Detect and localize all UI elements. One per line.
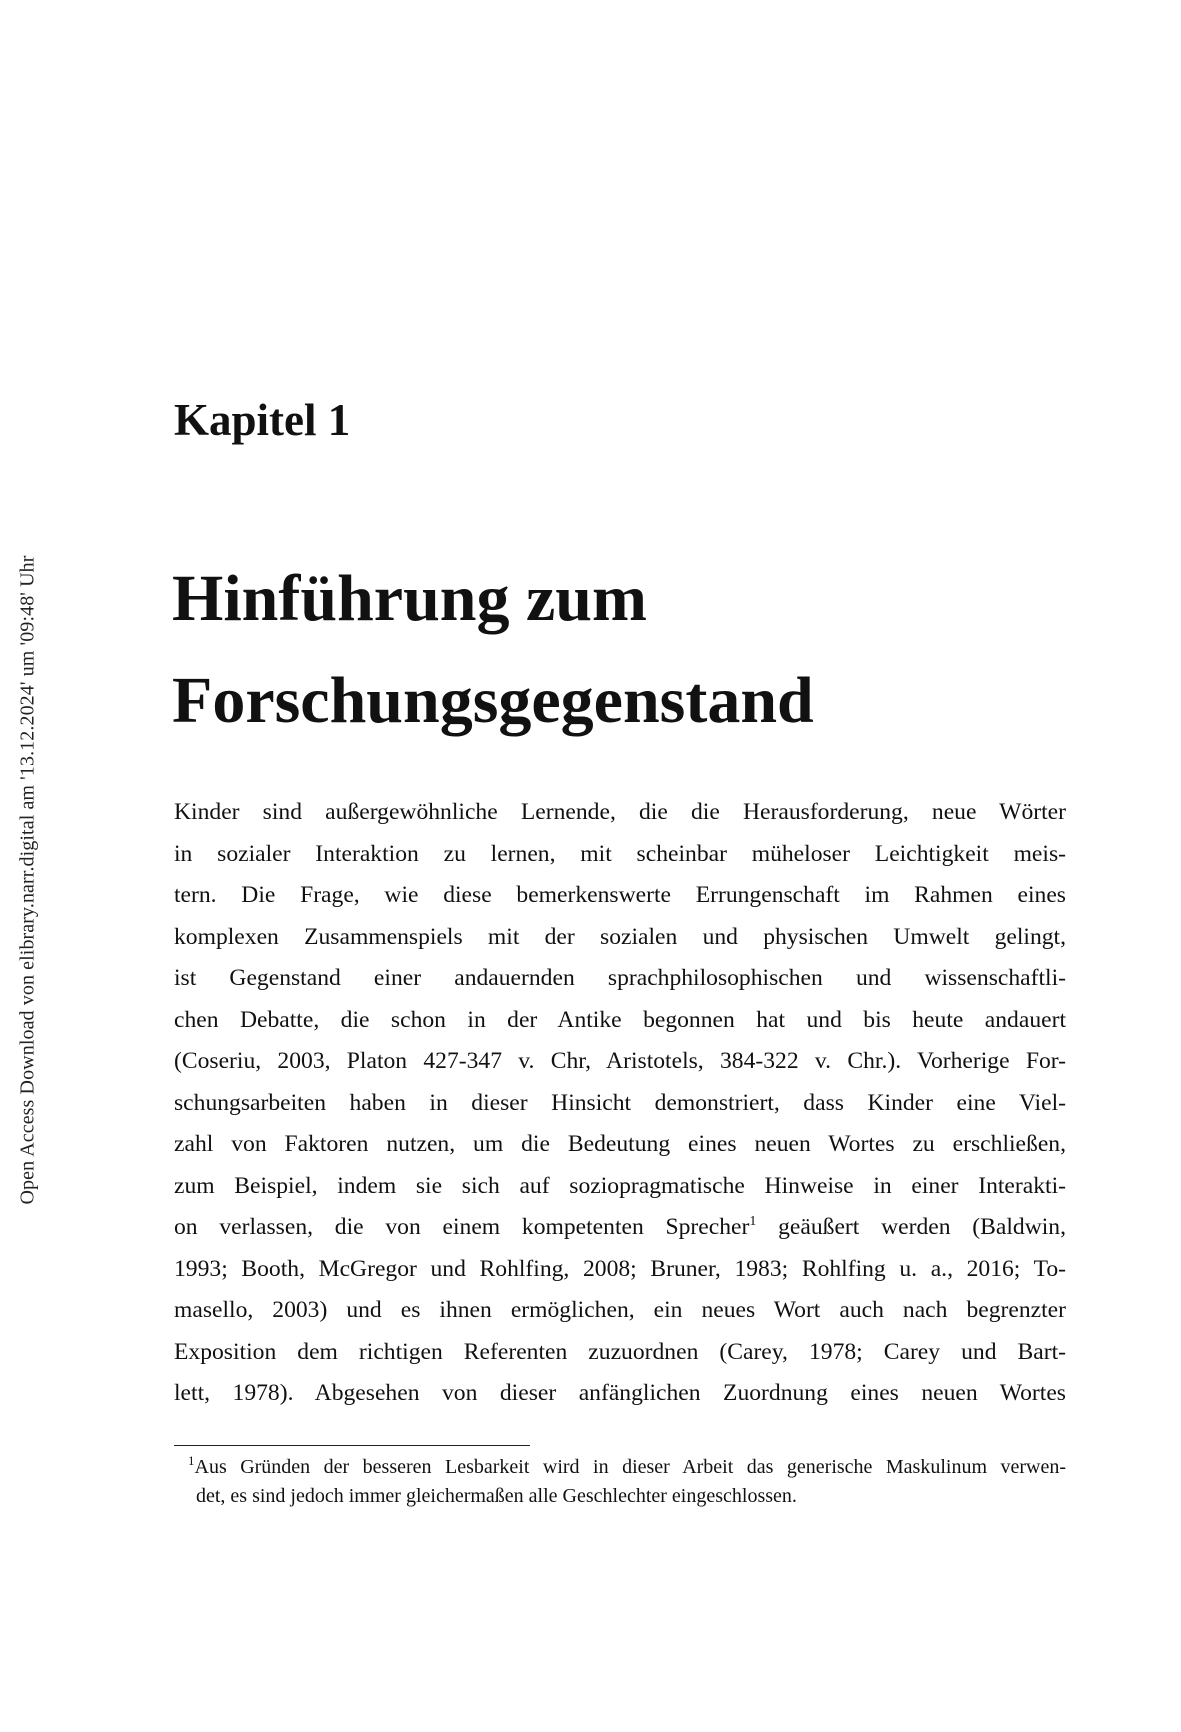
footnote-divider xyxy=(174,1445,530,1446)
body-line: zum Beispiel, indem sie sich auf soziopragmatische Hinweise in einer Interakti- xyxy=(174,1172,1066,1199)
body-line: zahl von Faktoren nutzen, um die Bedeutung eines neuen Wortes zu erschließen, xyxy=(174,1131,1066,1157)
chapter-title xyxy=(172,548,1072,752)
body-line: chen Debatte, die schon in der Antike begonnen hat und bis heute andauert xyxy=(174,1006,1066,1033)
chapter-title-line-2: Forschungsgegenstand xyxy=(172,664,814,737)
footnote-line-1 xyxy=(174,1453,1066,1482)
body-line: (Coseriu, 2003, Platon 427-347 v. Chr, Aristotels, 384-322 v. Chr.). Vorherige For- xyxy=(174,1048,1066,1074)
body-line: tern. Die Frage, wie diese bemerkenswerte Errungenschaft im Rahmen eines xyxy=(174,882,1066,908)
body-line: schungsarbeiten haben in dieser Hinsicht demonstriert, dass Kinder eine Viel- xyxy=(174,1089,1066,1116)
footnote-mark: 1 xyxy=(188,1453,195,1469)
body-line: masello, 2003) und es ihnen ermöglichen, ein neues Wort auch nach begrenzter xyxy=(174,1297,1066,1323)
body-line-last: lett, 1978). Abgesehen von dieser anfänglichen Zuordnung eines neuen Wortes xyxy=(174,1380,1066,1406)
body-line: komplexen Zusammenspiels mit der sozialen und physischen Umwelt gelingt, xyxy=(174,923,1066,950)
download-watermark: Open Access Download von elibrary.narr.digital am '13.12.2024' um '09:48' Uhr xyxy=(16,555,39,1205)
footnote-text: Aus Gründen der besseren Lesbarkeit wird in dieser Arbeit das generische Maskulinum verwen- xyxy=(194,1456,1066,1478)
body-line-with-footnote xyxy=(174,1207,1066,1249)
body-paragraph xyxy=(174,792,1066,1415)
footnote xyxy=(174,1453,1066,1510)
body-line: 1993; Booth, McGregor und Rohlfing, 2008; Bruner, 1983; Rohlfing u. a., 2016; To- xyxy=(174,1255,1066,1282)
footnote-line-2: det, es sind jedoch immer gleichermaßen alle Geschlechter eingeschlossen. xyxy=(196,1484,797,1507)
body-text-segment: on verlassen, die von einem kompetenten Sprecher xyxy=(174,1214,750,1240)
body-text-segment: geäußert werden (Baldwin, xyxy=(756,1214,1066,1240)
footnote-reference[interactable]: 1 xyxy=(749,1214,757,1230)
chapter-title-line-1: Hinführung zum xyxy=(172,562,647,635)
body-line: ist Gegenstand einer andauernden sprachphilosophischen und wissenschaftli- xyxy=(174,965,1066,991)
body-line: Kinder sind außergewöhnliche Lernende, die die Herausforderung, neue Wörter xyxy=(174,799,1066,825)
body-line: in sozialer Interaktion zu lernen, mit scheinbar müheloser Leichtigkeit meis- xyxy=(174,840,1066,867)
body-line: Exposition dem richtigen Referenten zuzuordnen (Carey, 1978; Carey und Bart- xyxy=(174,1338,1066,1365)
chapter-label: Kapitel 1 xyxy=(174,395,351,445)
